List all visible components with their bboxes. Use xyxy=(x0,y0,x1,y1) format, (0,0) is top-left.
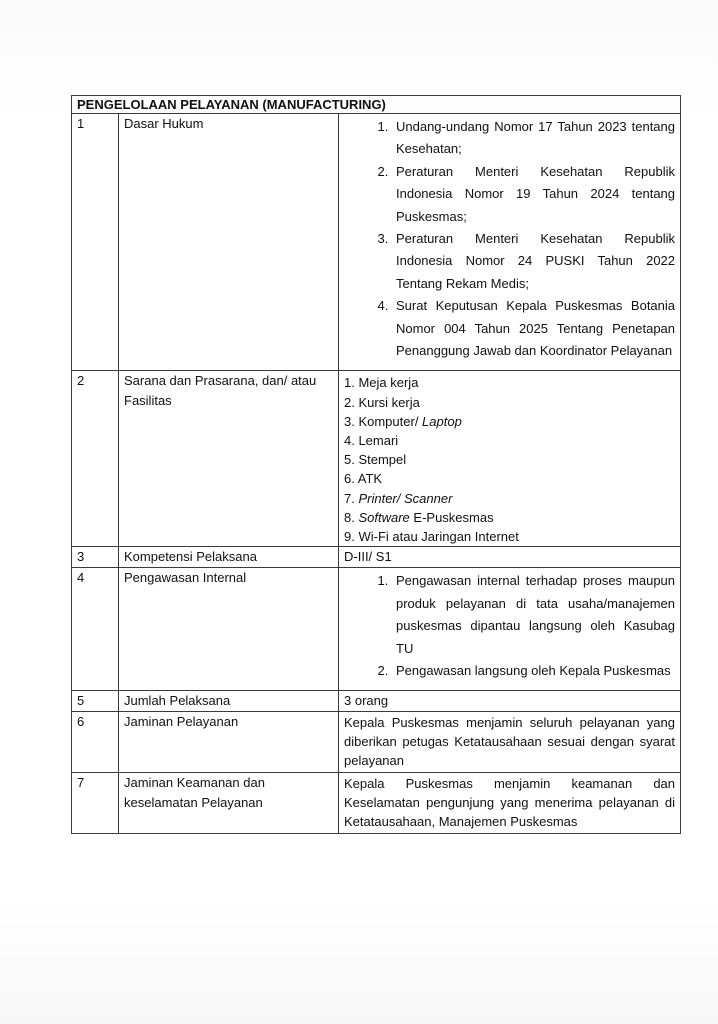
list-item-italic-text: Printer/ Scanner xyxy=(358,490,453,506)
list-item: 9. Wi-Fi atau Jaringan Internet xyxy=(344,529,519,545)
row-content: D-III/ S1 xyxy=(339,547,681,568)
list-item xyxy=(344,508,675,527)
list-item-italic-text: Laptop xyxy=(422,413,462,429)
list-item: 2. Kursi kerja xyxy=(344,394,420,410)
table-row xyxy=(72,114,681,371)
row-number: 6 xyxy=(72,712,119,773)
row-label: Jaminan Keamanan dan keselamatan Pelayanan xyxy=(119,773,339,834)
row-content: 3 orang xyxy=(339,691,681,712)
list-item: 3. Peraturan Menteri Kesehatan Republik Indonesia Nomor 24 PUSKI Tahun 2022 Tentang Rekam Medis; xyxy=(392,228,675,295)
table-row xyxy=(72,568,681,691)
list-item: 1. Undang-undang Nomor 17 Tahun 2023 tentang Kesehatan; xyxy=(392,116,675,161)
service-guarantee-text: Kepala Puskesmas menjamin seluruh pelayanan yang diberikan petugas Ketatausahaan sesuai dengan syarat pelayanan xyxy=(344,715,676,769)
list-item xyxy=(344,412,675,431)
table-row xyxy=(72,773,681,834)
list-item: 2. Peraturan Menteri Kesehatan Republik Indonesia Nomor 19 Tahun 2024 tentang Puskesmas; xyxy=(392,161,675,228)
list-item xyxy=(344,489,675,508)
list-item: 1. Meja kerja xyxy=(344,375,419,391)
legal-basis-list xyxy=(344,116,675,362)
table-row xyxy=(72,691,681,712)
list-item-text: 7. xyxy=(344,490,359,506)
row-label: Jumlah Pelaksana xyxy=(119,691,339,712)
list-item: 2. Pengawasan langsung oleh Kepala Puskesmas xyxy=(392,660,675,682)
row-label: Jaminan Pelayanan xyxy=(119,712,339,773)
list-item: 4. Lemari xyxy=(344,433,399,449)
table-header-row xyxy=(72,96,681,114)
list-item-italic-text: Software xyxy=(358,509,410,525)
table-row xyxy=(72,547,681,568)
table-title: PENGELOLAAN PELAYANAN (MANUFACTURING) xyxy=(72,96,681,114)
list-item: 5. Stempel xyxy=(344,452,407,468)
row-number: 2 xyxy=(72,371,119,547)
safety-guarantee-text: Kepala Puskesmas menjamin keamanan dan Keselamatan pengunjung yang menerima pelayanan di Ketatausahaan, Manajemen Puskesmas xyxy=(344,776,676,830)
service-table xyxy=(71,95,681,834)
row-number: 1 xyxy=(72,114,119,371)
row-label: Sarana dan Prasarana, dan/ atau Fasilitas xyxy=(119,371,339,547)
table-row xyxy=(72,712,681,773)
row-content xyxy=(339,114,681,371)
row-number: 5 xyxy=(72,691,119,712)
row-number: 4 xyxy=(72,568,119,691)
row-label: Dasar Hukum xyxy=(119,114,339,371)
list-item: 1. Pengawasan internal terhadap proses maupun produk pelayanan di tata usaha/manajemen puskesmas dipantau langsung oleh Kasubag TU xyxy=(392,570,675,660)
row-number: 7 xyxy=(72,773,119,834)
list-item-text: 8. xyxy=(344,509,359,525)
list-item-text: E-Puskesmas xyxy=(409,509,494,525)
row-content xyxy=(339,568,681,691)
supervision-list xyxy=(344,570,675,682)
row-content xyxy=(339,773,681,834)
row-content xyxy=(339,712,681,773)
table-row xyxy=(72,371,681,547)
row-label: Pengawasan Internal xyxy=(119,568,339,691)
row-content xyxy=(339,371,681,547)
list-item: 6. ATK xyxy=(344,471,383,487)
list-item-text: 3. Komputer/ xyxy=(344,413,423,429)
row-label: Kompetensi Pelaksana xyxy=(119,547,339,568)
row-number: 3 xyxy=(72,547,119,568)
list-item: 4. Surat Keputusan Kepala Puskesmas Botania Nomor 004 Tahun 2025 Tentang Penetapan Penanggung Jawab dan Koordinator Pelayanan xyxy=(392,295,675,362)
facilities-list xyxy=(344,373,675,546)
